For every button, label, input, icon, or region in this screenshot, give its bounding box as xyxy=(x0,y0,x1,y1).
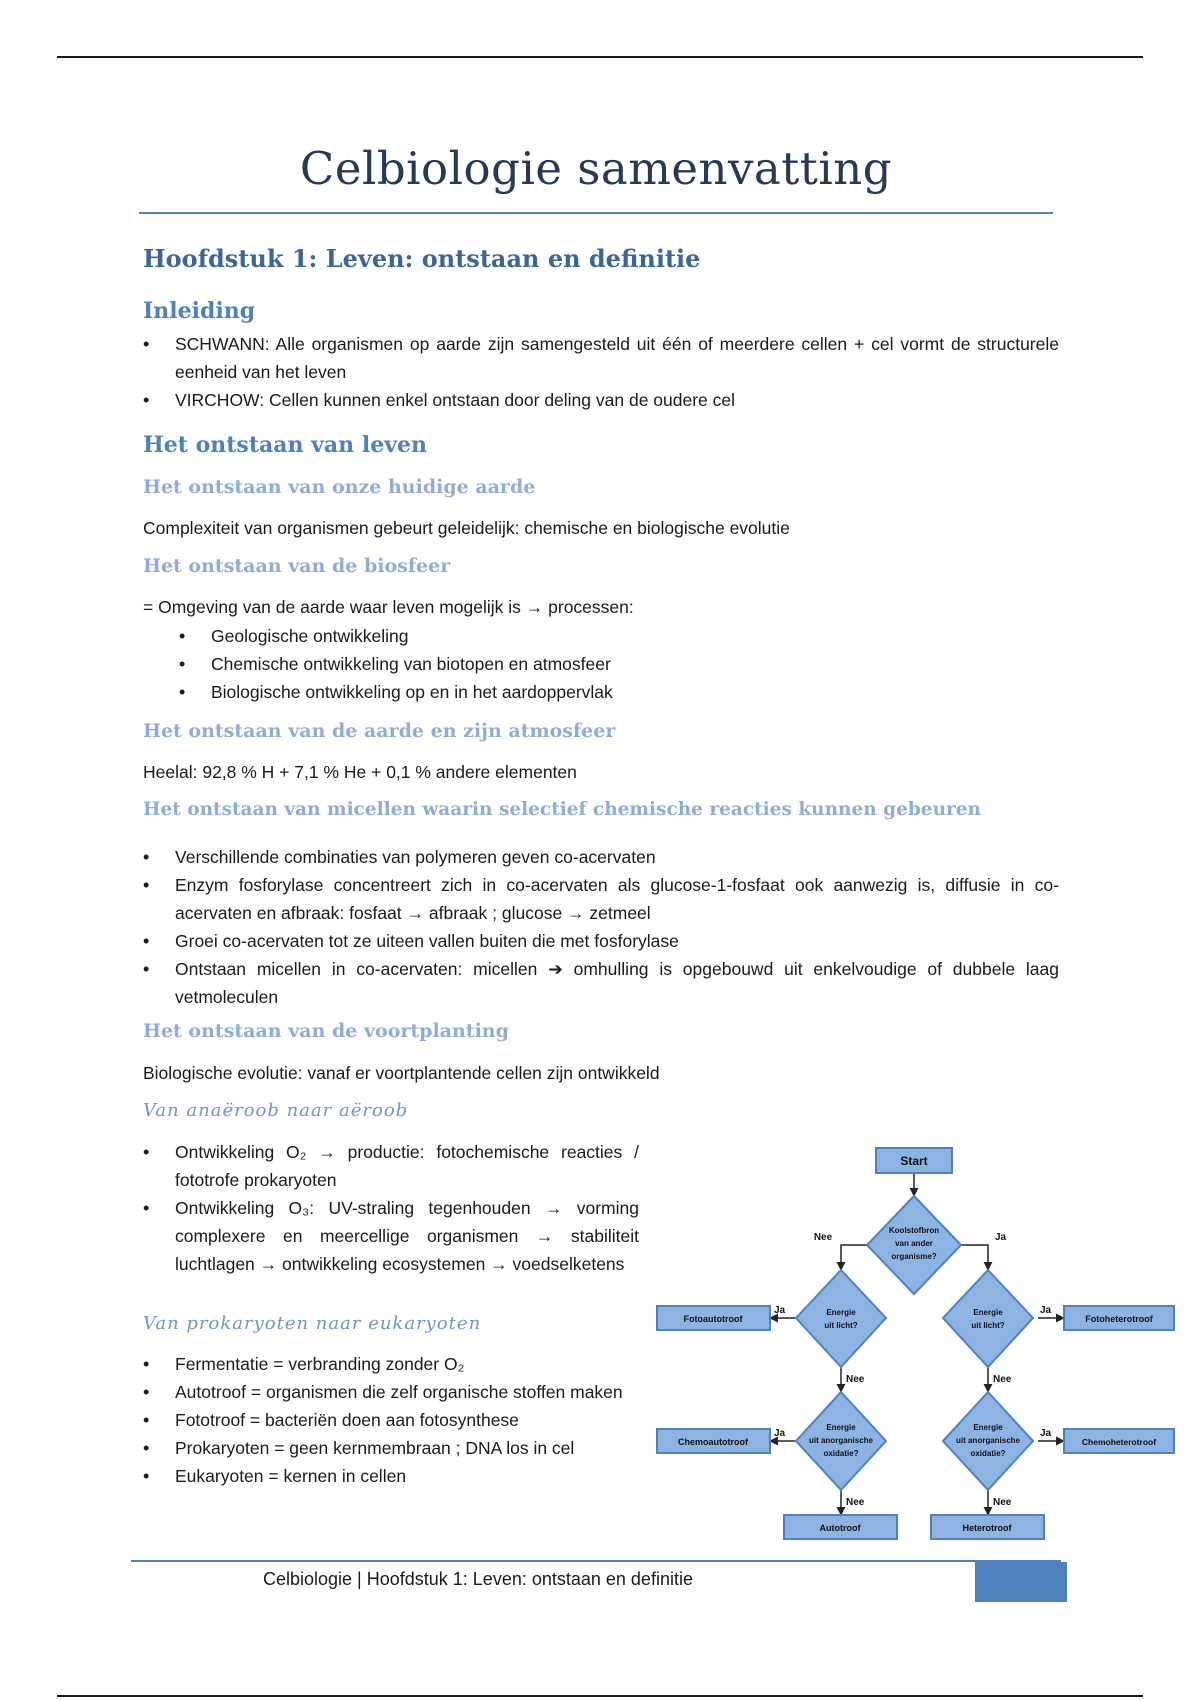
decision-label: organisme? xyxy=(891,1252,937,1261)
edge-label-yes: Ja xyxy=(1040,1428,1052,1439)
biosfeer-bullet-list xyxy=(175,622,875,706)
chapter-heading: Hoofdstuk 1: Leven: ontstaan en definitie xyxy=(143,244,701,273)
list-item: • Ontwikkeling O₂ → productie: fotochemische reacties / fototrofe prokaryoten xyxy=(139,1138,639,1194)
list-item: • Biologische ontwikkeling op en in het aardoppervlak xyxy=(175,678,875,706)
decision-label: Energie xyxy=(826,1423,856,1432)
decision-label: uit licht? xyxy=(824,1321,858,1330)
subheading-anaeroob: Van anaëroob naar aëroob xyxy=(143,1100,409,1121)
top-page-rule xyxy=(57,56,1143,58)
list-item: • Geologische ontwikkeling xyxy=(175,622,875,650)
result-label: Autotroof xyxy=(819,1523,861,1533)
edge-label-yes: Ja xyxy=(995,1232,1007,1243)
result-label: Heterotroof xyxy=(962,1523,1012,1533)
list-item: • SCHWANN: Alle organismen op aarde zijn samengesteld uit één of meerdere cellen + cel vormt de structurele eenheid van het leven xyxy=(139,330,1059,386)
result-fotoautotroof xyxy=(657,1306,770,1330)
edge-label-yes: Ja xyxy=(1040,1305,1052,1316)
document-title: Celbiologie samenvatting xyxy=(299,142,893,195)
result-label: Chemoheterotroof xyxy=(1081,1437,1157,1447)
decision-oxidation-left xyxy=(796,1392,886,1490)
edge-label-no: Nee xyxy=(813,1232,833,1243)
edge-label-no: Nee xyxy=(846,1374,865,1385)
decision-carbon-source xyxy=(867,1196,961,1294)
inleiding-bullet-list xyxy=(139,330,1059,414)
footer-page-number-box xyxy=(975,1562,1067,1602)
section-heading-inleiding: Inleiding xyxy=(143,298,256,324)
result-chemoautotroof xyxy=(657,1429,770,1453)
subheading-huidige-aarde: Het ontstaan van onze huidige aarde xyxy=(143,476,536,498)
edge-label-no: Nee xyxy=(846,1497,865,1508)
decision-label: uit anorganische xyxy=(808,1436,874,1445)
edge-label-yes: Ja xyxy=(774,1305,786,1316)
paragraph-biosfeer: = Omgeving van de aarde waar leven mogelijk is → processen: xyxy=(143,597,634,617)
anaeroob-bullet-list xyxy=(139,1138,639,1278)
prokaryoten-bullet-list xyxy=(139,1350,639,1490)
list-item: • Prokaryoten = geen kernmembraan ; DNA los in cel xyxy=(139,1434,639,1462)
decision-label: uit licht? xyxy=(971,1321,1005,1330)
title-underline xyxy=(139,212,1053,214)
decision-label: Energie xyxy=(826,1308,856,1317)
bottom-page-rule xyxy=(57,1695,1143,1697)
list-item: • Enzym fosforylase concentreert zich in co-acervaten als glucose-1-fosfaat ook aanwezig is, diffusie in co-acervaten en afbraak: fosfaat → afbraak ; glucose → zetmeel xyxy=(139,871,1059,927)
subheading-micellen: Het ontstaan van micellen waarin selectief chemische reacties kunnen gebeuren xyxy=(143,799,981,820)
edge-label-no: Nee xyxy=(993,1497,1012,1508)
decision-label: Energie xyxy=(973,1423,1003,1432)
list-item: • Autotroof = organismen die zelf organische stoffen maken xyxy=(139,1378,639,1406)
edge-label-yes: Ja xyxy=(774,1428,786,1439)
list-item: • Ontwikkeling O₃: UV-straling tegenhouden → vorming complexere en meercellige organismen → stabiliteit luchtlagen → ontwikkeling ecosystemen → voedselketens xyxy=(139,1194,639,1278)
list-item: • Groei co-acervaten tot ze uiteen vallen buiten die met fosforylase xyxy=(139,927,1059,955)
result-fotoheterotroof xyxy=(1064,1306,1174,1330)
decision-label: Koolstofbron xyxy=(888,1226,940,1235)
list-item: • Fermentatie = verbranding zonder O₂ xyxy=(139,1350,639,1378)
subheading-prokaryoten: Van prokaryoten naar eukaryoten xyxy=(143,1313,482,1334)
list-item: • Verschillende combinaties van polymeren geven co-acervaten xyxy=(139,843,1059,871)
decision-label: uit anorganische xyxy=(955,1436,1021,1445)
subheading-atmosfeer: Het ontstaan van de aarde en zijn atmosfeer xyxy=(143,720,616,742)
decision-oxidation-right xyxy=(943,1392,1033,1490)
section-heading-ontstaan-leven: Het ontstaan van leven xyxy=(143,432,427,458)
list-item: • VIRCHOW: Cellen kunnen enkel ontstaan door deling van de oudere cel xyxy=(139,386,1059,414)
paragraph-huidige-aarde: Complexiteit van organismen gebeurt geleidelijk: chemische en biologische evolutie xyxy=(143,518,790,538)
decision-light-left xyxy=(796,1270,886,1367)
result-chemoheterotroof xyxy=(1064,1429,1174,1453)
paragraph-atmosfeer: Heelal: 92,8 % H + 7,1 % He + 0,1 % andere elementen xyxy=(143,762,577,782)
edge-label-no: Nee xyxy=(993,1374,1012,1385)
footer-rule xyxy=(131,1560,1061,1562)
result-autotroof xyxy=(784,1515,897,1539)
trophic-flowchart xyxy=(655,1145,1175,1550)
subheading-voortplanting: Het ontstaan van de voortplanting xyxy=(143,1020,509,1042)
result-label: Fotoautotroof xyxy=(683,1314,743,1324)
subheading-biosfeer: Het ontstaan van de biosfeer xyxy=(143,555,451,577)
flow-start-label: Start xyxy=(900,1154,928,1168)
list-item: • Eukaryoten = kernen in cellen xyxy=(139,1462,639,1490)
result-label: Fotoheterotroof xyxy=(1085,1314,1153,1324)
page-footer: Celbiologie | Hoofdstuk 1: Leven: ontstaan en definitie xyxy=(263,1569,693,1589)
paragraph-voortplanting: Biologische evolutie: vanaf er voortplantende cellen zijn ontwikkeld xyxy=(143,1063,660,1083)
decision-label: oxidatie? xyxy=(823,1449,859,1458)
flow-start-node xyxy=(876,1148,952,1173)
decision-light-right xyxy=(943,1270,1033,1367)
list-item: • Ontstaan micellen in co-acervaten: micellen ➔ omhulling is opgebouwd uit enkelvoudige of dubbele laag vetmoleculen xyxy=(139,955,1059,1011)
decision-label: oxidatie? xyxy=(970,1449,1006,1458)
decision-label: Energie xyxy=(973,1308,1003,1317)
micellen-bullet-list xyxy=(139,843,1059,1011)
result-label: Chemoautotroof xyxy=(678,1437,748,1447)
decision-label: van ander xyxy=(895,1239,933,1248)
list-item: • Fototroof = bacteriën doen aan fotosynthese xyxy=(139,1406,639,1434)
result-heterotroof xyxy=(931,1515,1044,1539)
list-item: • Chemische ontwikkeling van biotopen en atmosfeer xyxy=(175,650,875,678)
